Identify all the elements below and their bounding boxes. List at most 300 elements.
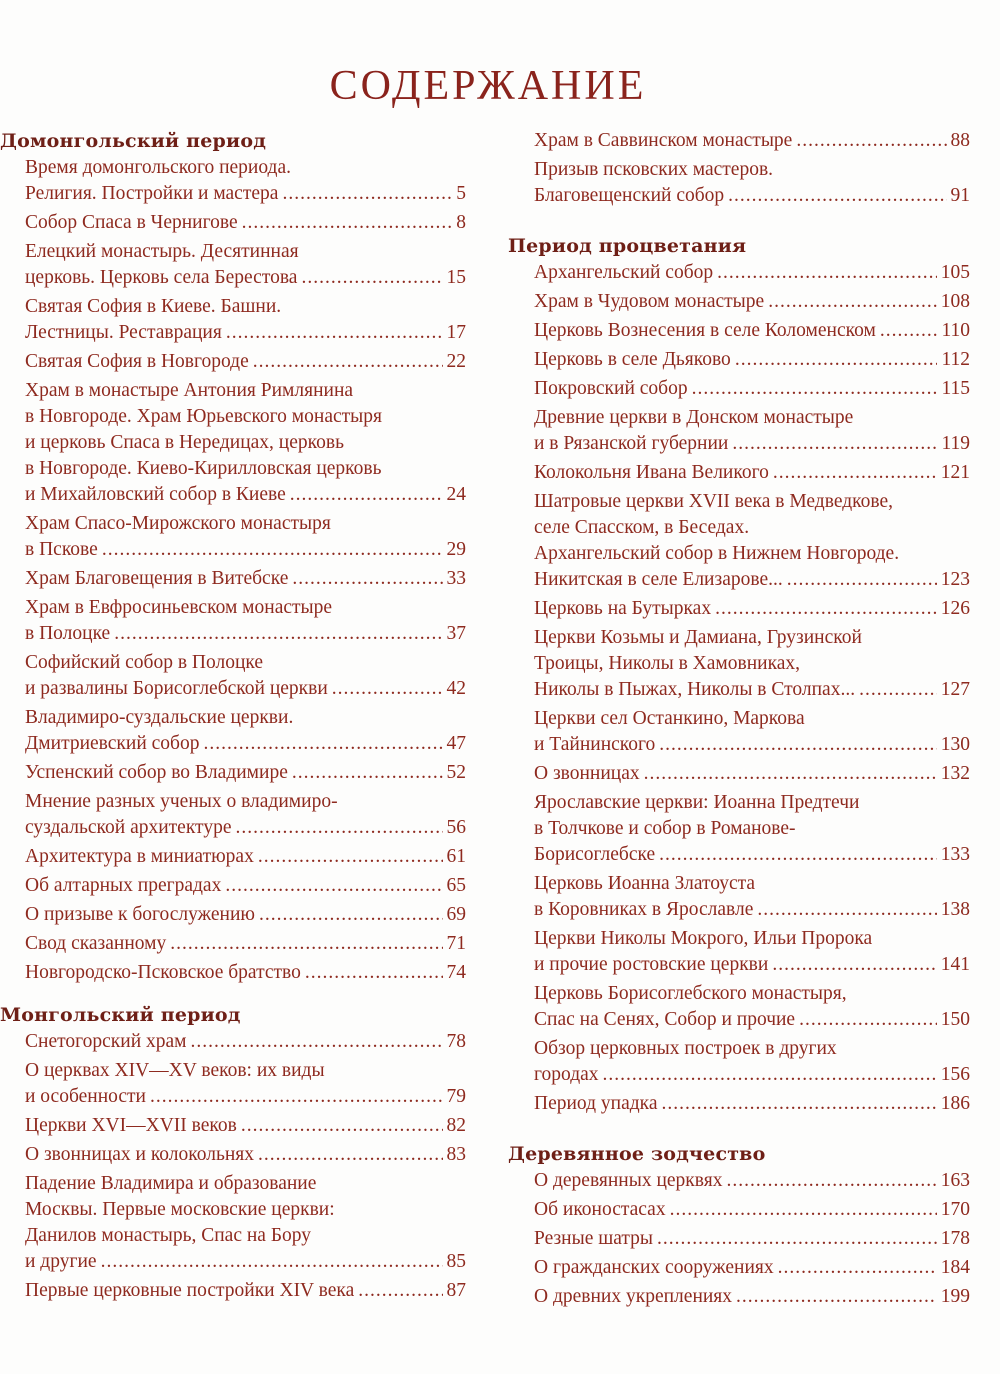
- toc-entry-text: О деревянных церквях: [534, 1170, 723, 1191]
- toc-entry-line: [534, 1036, 970, 1062]
- dot-leader: [644, 761, 937, 787]
- toc-entry-line: [25, 1058, 466, 1084]
- page-number: 123: [940, 569, 970, 590]
- dot-leader: [736, 1284, 937, 1310]
- dot-leader: [282, 181, 452, 207]
- toc-entry-line: [534, 567, 970, 593]
- toc-entry[interactable]: [534, 926, 970, 978]
- toc-entry[interactable]: [25, 378, 466, 508]
- toc-entry-text: Борисоглебске: [534, 844, 656, 865]
- toc-entry-text: Свод сказанному: [25, 933, 167, 954]
- toc-entry-line: [25, 1197, 466, 1223]
- toc-entry-line: [25, 1223, 466, 1249]
- toc-entry[interactable]: [25, 349, 466, 375]
- page-number: 105: [940, 262, 970, 283]
- toc-entry[interactable]: [534, 289, 970, 315]
- dot-leader: [757, 897, 936, 923]
- toc-entry[interactable]: [534, 981, 970, 1033]
- dot-leader: [772, 952, 936, 978]
- toc-entry[interactable]: [534, 1255, 970, 1281]
- toc-entry-line: [534, 651, 970, 677]
- toc-entry-line: [25, 705, 466, 731]
- page-number: 115: [941, 378, 970, 399]
- toc-entry-text: Собор Спаса в Чернигове: [25, 212, 238, 233]
- dot-leader: [732, 431, 937, 457]
- toc-entry[interactable]: [25, 1113, 466, 1139]
- toc-entry-line: [534, 677, 970, 703]
- dot-leader: [235, 815, 442, 841]
- toc-entry-text: Храм в Евфросиньевском монастыре: [25, 597, 333, 618]
- toc-entry-line: [534, 1062, 970, 1088]
- dot-leader: [670, 1197, 937, 1223]
- dot-leader: [659, 732, 936, 758]
- toc-entry[interactable]: [534, 761, 970, 787]
- section-entries: [508, 1168, 970, 1310]
- page-title: СОДЕРЖАНИЕ: [329, 63, 647, 109]
- toc-entry[interactable]: [25, 650, 466, 702]
- toc-entry[interactable]: [25, 931, 466, 957]
- toc-entry-text: церковь. Церковь села Берестова: [25, 267, 298, 288]
- section-title: Деревянное зодчество: [508, 1143, 766, 1165]
- toc-entry-line: [25, 566, 466, 592]
- toc-entry-text: Церкви Николы Мокрого, Ильи Пророка: [534, 928, 873, 949]
- toc-entry[interactable]: [25, 1278, 466, 1304]
- dot-leader: [799, 1007, 937, 1033]
- toc-entry-line: [534, 897, 970, 923]
- toc-entry-line: [25, 265, 466, 291]
- page-number: 8: [456, 212, 466, 233]
- page-number: 29: [446, 539, 466, 560]
- toc-entry-text: в Новгороде. Храм Юрьевского монастыря: [25, 406, 382, 427]
- toc-entry[interactable]: [25, 844, 466, 870]
- toc-entry-line: [25, 511, 466, 537]
- dot-leader: [603, 1062, 937, 1088]
- toc-entry-text: Дмитриевский собор: [25, 733, 200, 754]
- toc-entry-line: [534, 871, 970, 897]
- toc-entry-text: Церковь Борисоглебского монастыря,: [534, 983, 847, 1004]
- toc-entry[interactable]: [534, 1197, 970, 1223]
- toc-entry-text: Об иконостасах: [534, 1199, 666, 1220]
- dot-leader: [258, 844, 443, 870]
- dot-leader: [659, 842, 937, 868]
- page-number: 5: [456, 183, 466, 204]
- toc-entry-line: [25, 902, 466, 928]
- page-number: 88: [950, 130, 970, 151]
- toc-entry-line: [534, 842, 970, 868]
- toc-entry-line: [534, 541, 970, 567]
- dot-leader: [358, 1278, 442, 1304]
- toc-entry-line: [25, 181, 466, 207]
- page-number: 127: [940, 679, 970, 700]
- toc-entry-text: Владимиро-суздальские церкви.: [25, 707, 294, 728]
- toc-entry-text: в Полоцке: [25, 623, 111, 644]
- page-number: 82: [446, 1115, 466, 1136]
- toc-entry-line: [25, 760, 466, 786]
- toc-entry-line: [534, 1168, 970, 1194]
- toc-entry-text: в Толчкове и собор в Романове-: [534, 818, 796, 839]
- toc-entry-line: [25, 1142, 466, 1168]
- dot-leader: [259, 902, 443, 928]
- toc-entry-text: Успенский собор во Владимире: [25, 762, 288, 783]
- page-number: 108: [940, 291, 970, 312]
- toc-entry-line: [25, 815, 466, 841]
- toc-section: [508, 233, 970, 1117]
- toc-entry-line: [25, 1029, 466, 1055]
- toc-entry-text: Благовещенский собор: [534, 185, 725, 206]
- page-number: 184: [940, 1257, 970, 1278]
- toc-entry-text: Храм в монастыре Антония Римлянина: [25, 380, 354, 401]
- page-number: 156: [940, 1064, 970, 1085]
- toc-entry[interactable]: [534, 260, 970, 286]
- toc-entry-line: [534, 405, 970, 431]
- toc-entry-text: и церковь Спаса в Нередицах, церковь: [25, 432, 344, 453]
- toc-entry-line: [25, 378, 466, 404]
- page-number: 65: [446, 875, 466, 896]
- toc-entry-line: [534, 952, 970, 978]
- dot-leader: [242, 210, 453, 236]
- toc-entry-text: и Михайловский собор в Киеве: [25, 484, 286, 505]
- dot-leader: [787, 567, 937, 593]
- page-number: 112: [941, 349, 970, 370]
- toc-entry-text: Елецкий монастырь. Десятинная: [25, 241, 299, 262]
- dot-leader: [796, 128, 946, 154]
- toc-entry-line: [25, 1278, 466, 1304]
- toc-entry-text: Лестницы. Реставрация: [25, 322, 222, 343]
- toc-entry-text: Первые церковные постройки XIV века: [25, 1280, 355, 1301]
- toc-entry-line: [25, 1084, 466, 1110]
- toc-entry-line: [25, 931, 466, 957]
- toc-entry-text: Церковь на Бутырках: [534, 598, 712, 619]
- toc-entry-line: [534, 376, 970, 402]
- toc-entry-text: Храм Спасо-Мирожского монастыря: [25, 513, 331, 534]
- page-number: 24: [446, 484, 466, 505]
- toc-entry-text: Храм Благовещения в Витебске: [25, 568, 289, 589]
- toc-entry[interactable]: [25, 294, 466, 346]
- toc-entry-text: Церкви Козьмы и Дамиана, Грузинской: [534, 627, 862, 648]
- dot-leader: [773, 460, 937, 486]
- page-number: 199: [940, 1286, 970, 1307]
- toc-entry-text: Софийский собор в Полоцке: [25, 652, 264, 673]
- toc-entry-text: Резные шатры: [534, 1228, 654, 1249]
- toc-entry-line: [534, 515, 970, 541]
- page-number: 133: [940, 844, 970, 865]
- toc-entry[interactable]: [25, 960, 466, 986]
- toc-entry-text: Архангельский собор: [534, 262, 714, 283]
- dot-leader: [726, 1168, 936, 1194]
- toc-entry-line: [25, 1171, 466, 1197]
- toc-entry[interactable]: [25, 1142, 466, 1168]
- dot-leader: [170, 931, 442, 957]
- toc-entry-line: [534, 460, 970, 486]
- toc-entry[interactable]: [534, 706, 970, 758]
- page-number: 130: [940, 734, 970, 755]
- page-number: 74: [446, 962, 466, 983]
- toc-entry-text: Религия. Постройки и мастера: [25, 183, 279, 204]
- toc-right-column: [508, 128, 970, 1326]
- toc-entry-line: [25, 537, 466, 563]
- dot-leader: [292, 760, 443, 786]
- toc-entry[interactable]: [25, 873, 466, 899]
- toc-entry-text: Храм в Саввинском монастыре: [534, 130, 793, 151]
- page-number: 42: [446, 678, 466, 699]
- toc-entry-text: в Коровниках в Ярославле: [534, 899, 754, 920]
- dot-leader: [292, 566, 442, 592]
- toc-entry-line: [25, 960, 466, 986]
- toc-entry-text: Троицы, Николы в Хамовниках,: [534, 653, 801, 674]
- dot-leader: [150, 1084, 443, 1110]
- page-number: 170: [940, 1199, 970, 1220]
- toc-entry[interactable]: [534, 376, 970, 402]
- dot-leader: [102, 537, 443, 563]
- toc-entry-text: Ярославские церкви: Иоанна Предтечи: [534, 792, 860, 813]
- toc-entry-line: [534, 1091, 970, 1117]
- toc-entry[interactable]: [25, 902, 466, 928]
- toc-entry-text: в Пскове: [25, 539, 98, 560]
- dot-leader: [880, 318, 938, 344]
- page-number: 61: [446, 846, 466, 867]
- page-number: 138: [940, 899, 970, 920]
- toc-entry[interactable]: [534, 871, 970, 923]
- dot-leader: [101, 1249, 443, 1275]
- toc-entry-line: [25, 210, 466, 236]
- page-number: 69: [446, 904, 466, 925]
- dot-leader: [657, 1226, 937, 1252]
- page-number: 91: [950, 185, 970, 206]
- page-number: 126: [940, 598, 970, 619]
- toc-entry-text: Спас на Сенях, Собор и прочие: [534, 1009, 796, 1030]
- page-number: 141: [940, 954, 970, 975]
- toc-entry-line: [534, 761, 970, 787]
- toc-entry-line: [534, 318, 970, 344]
- dot-leader: [191, 1029, 443, 1055]
- section-entries: [0, 1029, 466, 1304]
- dot-leader: [728, 183, 946, 209]
- toc-entry-text: в Новгороде. Киево-Кирилловская церковь: [25, 458, 382, 479]
- toc-entry-line: [534, 1007, 970, 1033]
- toc-entry[interactable]: [534, 405, 970, 457]
- toc-section: [508, 1141, 970, 1310]
- toc-entry[interactable]: [534, 625, 970, 703]
- dot-leader: [715, 596, 937, 622]
- toc-section: [0, 128, 466, 986]
- toc-entry-line: [25, 595, 466, 621]
- toc-entry-text: Церковь Вознесения в селе Коломенском: [534, 320, 876, 341]
- toc-entry[interactable]: [25, 789, 466, 841]
- page-number: 52: [446, 762, 466, 783]
- toc-entry-text: Николы в Пыжах, Николы в Столпах...: [534, 679, 856, 700]
- toc-entry[interactable]: [25, 155, 466, 207]
- toc-entry-text: селе Спасском, в Беседах.: [534, 517, 750, 538]
- toc-entry[interactable]: [534, 1036, 970, 1088]
- toc-entry-line: [534, 625, 970, 651]
- toc-entry-line: [534, 183, 970, 209]
- toc-entry[interactable]: [534, 1284, 970, 1310]
- page-number: 22: [446, 351, 466, 372]
- toc-entry-text: Архитектура в миниатюрах: [25, 846, 254, 867]
- toc-entry-line: [25, 844, 466, 870]
- toc-entry-line: [25, 621, 466, 647]
- toc-entry[interactable]: [534, 347, 970, 373]
- dot-leader: [305, 960, 443, 986]
- toc-section-continued: [508, 128, 970, 209]
- toc-entry-line: [25, 294, 466, 320]
- toc-entry-line: [534, 790, 970, 816]
- toc-entry-text: Призыв псковских мастеров.: [534, 159, 774, 180]
- toc-entry-text: О звонницах: [534, 763, 640, 784]
- toc-entry-line: [25, 482, 466, 508]
- toc-entry-line: [534, 926, 970, 952]
- toc-entry-line: [25, 731, 466, 757]
- toc-entry-text: суздальской архитектуре: [25, 817, 232, 838]
- dot-leader: [114, 621, 442, 647]
- toc-entry-line: [534, 431, 970, 457]
- toc-entry-text: Данилов монастырь, Спас на Бору: [25, 1225, 312, 1246]
- toc-entry-line: [534, 1226, 970, 1252]
- toc-entry[interactable]: [25, 705, 466, 757]
- toc-entry[interactable]: [25, 511, 466, 563]
- page-number: 71: [446, 933, 466, 954]
- toc-entry-line: [25, 1113, 466, 1139]
- toc-entry-text: О звонницах и колокольнях: [25, 1144, 255, 1165]
- toc-entry-text: О призыве к богослужению: [25, 904, 255, 925]
- dot-leader: [225, 873, 442, 899]
- toc-entry[interactable]: [534, 318, 970, 344]
- toc-entry-text: Об алтарных преградах: [25, 875, 222, 896]
- dot-leader: [768, 289, 937, 315]
- toc-entry-text: Святая София в Киеве. Башни.: [25, 296, 282, 317]
- toc-entry-line: [25, 789, 466, 815]
- toc-entry-text: Древние церкви в Донском монастыре: [534, 407, 854, 428]
- toc-entry-text: и другие: [25, 1251, 97, 1272]
- section-entries: [0, 155, 466, 986]
- page-number: 87: [446, 1280, 466, 1301]
- page-number: 83: [446, 1144, 466, 1165]
- section-entries: [508, 260, 970, 1117]
- dot-leader: [203, 731, 442, 757]
- dot-leader: [859, 677, 937, 703]
- page-number: 79: [446, 1086, 466, 1107]
- page-number: 163: [940, 1170, 970, 1191]
- dot-leader: [258, 1142, 442, 1168]
- page-number: 37: [446, 623, 466, 644]
- page-number: 178: [940, 1228, 970, 1249]
- toc-entry[interactable]: [534, 460, 970, 486]
- toc-entry-text: и Тайнинского: [534, 734, 656, 755]
- toc-entry[interactable]: [25, 239, 466, 291]
- toc-entry-text: Обзор церковных построек в других: [534, 1038, 837, 1059]
- toc-entry-line: [25, 320, 466, 346]
- toc-entry[interactable]: [25, 1029, 466, 1055]
- toc-entry-text: и в Рязанской губернии: [534, 433, 729, 454]
- dot-leader: [735, 347, 938, 373]
- toc-entry[interactable]: [534, 1091, 970, 1117]
- toc-entry-line: [534, 706, 970, 732]
- toc-entry-text: Колокольня Ивана Великого: [534, 462, 769, 483]
- toc-entry[interactable]: [25, 1058, 466, 1110]
- toc-left-column: [0, 128, 466, 1320]
- toc-entry-text: Церкви XVI—XVII веков: [25, 1115, 237, 1136]
- toc-entry[interactable]: [25, 210, 466, 236]
- section-title: Монгольский период: [0, 1004, 241, 1026]
- toc-entry-text: Покровский собор: [534, 378, 688, 399]
- section-title: Домонгольский период: [0, 130, 267, 152]
- toc-entry-line: [25, 239, 466, 265]
- toc-entry[interactable]: [534, 128, 970, 154]
- dot-leader: [301, 265, 442, 291]
- toc-entry[interactable]: [534, 1168, 970, 1194]
- toc-entry[interactable]: [534, 596, 970, 622]
- toc-entry-text: О древних укреплениях: [534, 1286, 733, 1307]
- toc-entry-line: [534, 1284, 970, 1310]
- toc-entry-text: и особенности: [25, 1086, 146, 1107]
- toc-entry-text: О церквах XIV—XV веков: их виды: [25, 1060, 325, 1081]
- toc-entry[interactable]: [25, 1171, 466, 1275]
- dot-leader: [290, 482, 443, 508]
- toc-entry-line: [25, 430, 466, 456]
- toc-entry-line: [534, 260, 970, 286]
- page-number: 78: [446, 1031, 466, 1052]
- section-title: Период процветания: [508, 235, 747, 257]
- toc-entry-text: Москвы. Первые московские церкви:: [25, 1199, 335, 1220]
- page-number: 56: [446, 817, 466, 838]
- toc-entry[interactable]: [534, 157, 970, 209]
- toc-entry-text: Церковь Иоанна Златоуста: [534, 873, 756, 894]
- page-number: 121: [940, 462, 970, 483]
- toc-entry-text: городах: [534, 1064, 599, 1085]
- toc-entry-line: [25, 404, 466, 430]
- toc-entry-line: [25, 1249, 466, 1275]
- toc-entry[interactable]: [25, 760, 466, 786]
- toc-entry[interactable]: [534, 1226, 970, 1252]
- dot-leader: [253, 349, 443, 375]
- toc-entry-text: и развалины Борисоглебской церкви: [25, 678, 328, 699]
- page-number: 186: [940, 1093, 970, 1114]
- toc-entry-line: [534, 732, 970, 758]
- toc-entry-text: Падение Владимира и образование: [25, 1173, 317, 1194]
- page-number: 47: [446, 733, 466, 754]
- toc-entry-line: [534, 1255, 970, 1281]
- toc-entry-text: Шатровые церкви XVII века в Медведкове,: [534, 491, 893, 512]
- toc-entry-line: [25, 155, 466, 181]
- toc-entry[interactable]: [534, 489, 970, 593]
- dot-leader: [692, 376, 938, 402]
- dot-leader: [241, 1113, 443, 1139]
- toc-entry-line: [534, 128, 970, 154]
- dot-leader: [717, 260, 937, 286]
- toc-entry-line: [25, 676, 466, 702]
- toc-entry[interactable]: [25, 595, 466, 647]
- toc-entry-line: [25, 650, 466, 676]
- toc-entry-text: Время домонгольского периода.: [25, 157, 291, 178]
- toc-entry-text: и прочие ростовские церкви: [534, 954, 769, 975]
- toc-entry-text: Архангельский собор в Нижнем Новгороде.: [534, 543, 900, 564]
- toc-entry-line: [534, 596, 970, 622]
- toc-entry-line: [534, 816, 970, 842]
- page-number: 132: [940, 763, 970, 784]
- dot-leader: [332, 676, 443, 702]
- toc-entry[interactable]: [534, 790, 970, 868]
- toc-entry-text: О гражданских сооружениях: [534, 1257, 774, 1278]
- toc-entry-line: [534, 289, 970, 315]
- page-number: 119: [941, 433, 970, 454]
- toc-entry[interactable]: [25, 566, 466, 592]
- toc-entry-line: [534, 157, 970, 183]
- toc-entry-line: [534, 347, 970, 373]
- toc-entry-text: Церкви сел Останкино, Маркова: [534, 708, 805, 729]
- toc-entry-text: Снетогорский храм: [25, 1031, 187, 1052]
- page-number: 33: [446, 568, 466, 589]
- toc-entry-text: Церковь в селе Дьяково: [534, 349, 731, 370]
